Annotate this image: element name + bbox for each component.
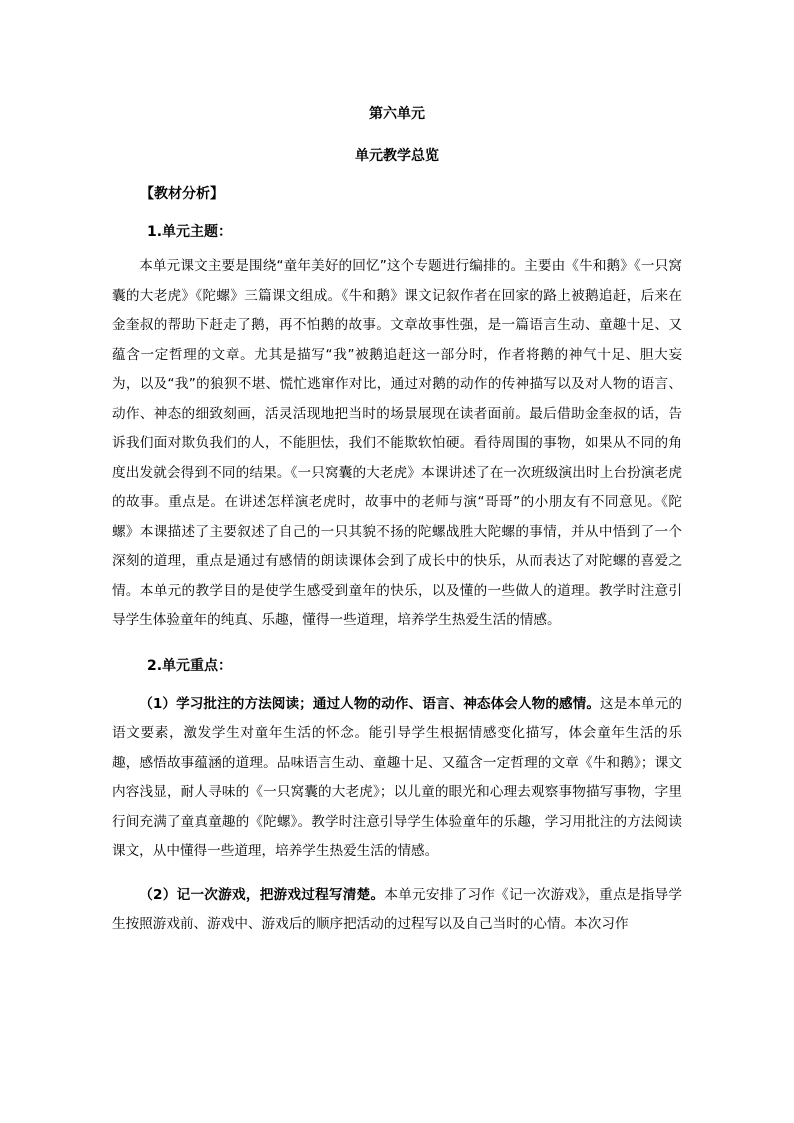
- overview-title: 单元教学总览: [355, 148, 439, 164]
- focus-item-2-text: 本单元安排了习作《记一次游戏》，重点是指导学生按照游戏前、游戏中、游戏后的顺序把活动的过程写以及自己当时的心情。本次习作: [112, 886, 682, 932]
- focus-item-1-lead: （1）学习批注的方法阅读；通过人物的动作、语言、神态体会人物的感情。: [139, 695, 601, 712]
- focus-item-2: [112, 881, 682, 940]
- focus-heading: 2.单元重点：: [147, 657, 233, 674]
- theme-heading: 1.单元主题：: [147, 224, 233, 240]
- section-heading-analysis: 【教材分析】: [140, 186, 224, 202]
- focus-item-1: [112, 690, 682, 867]
- theme-paragraph: 本单元课文主要是围绕“童年美好的回忆”这个专题进行编排的。主要由《牛和鹅》《一只窝囊的大老虎》《陀螺》三篇课文组成。《牛和鹅》课文记叙作者在回家的路上被鹅追赶，后来在金奎叔的帮助下赶走了鹅，再不怕鹅的故事。文章故事性强，是一篇语言生动、童趣十足、又蕴含一定哲理的文章。尤其是描写“我”被鹅追赶这一部分时，作者将鹅的神气十足、胆大妄为，以及“我”的狼狈不堪、慌忙逃窜作对比，通过对鹅的动作的传神描写以及对人物的语言、动作、神态的细致刻画，活灵活现地把当时的场景展现在读者面前。最后借助金奎叔的话，告诉我们面对欺负我们的人，不能胆怯，我们不能欺软怕硬。看待周围的事物，如果从不同的角度出发就会得到不同的结果。《一只窝囊的大老虎》本课讲述了在一次班级演出时上台扮演老虎的故事。重点是。在讲述怎样演老虎时，故事中的老师与演“哥哥”的小朋友有不同意见。《陀螺》本课描述了主要叙述了自己的一只其貌不扬的陀螺战胜大陀螺的事情，并从中悟到了一个深刻的道理，重点是通过有感情的朗读课体会到了成长中的快乐，从而表达了对陀螺的喜爱之情。本单元的教学目的是使学生感受到童年的快乐，以及懂的一些做人的道理。教学时注意引导学生体验童年的纯真、乐趣，懂得一些道理，培养学生热爱生活的情感。: [112, 258, 682, 628]
- unit-title: 第六单元: [369, 106, 425, 122]
- document-body: [112, 100, 682, 940]
- focus-item-2-lead: （2）记一次游戏，把游戏过程写清楚。: [139, 886, 385, 903]
- focus-item-1-text: 这是本单元的语文要素，激发学生对童年生活的怀念。能引导学生根据情感变化描写，体会童年生活的乐趣，感悟故事蕴涵的道理。品味语言生动、童趣十足、又蕴含一定哲理的文章《牛和鹅》；课文内容浅显，耐人寻味的《一只窝囊的大老虎》；以儿童的眼光和心理去观察事物描写事物，字里行间充满了童真童趣的《陀螺》。教学时注意引导学生体验童年的乐趣，学习用批注的方法阅读课文，从中懂得一些道理，培养学生热爱生活的情感。: [112, 695, 683, 859]
